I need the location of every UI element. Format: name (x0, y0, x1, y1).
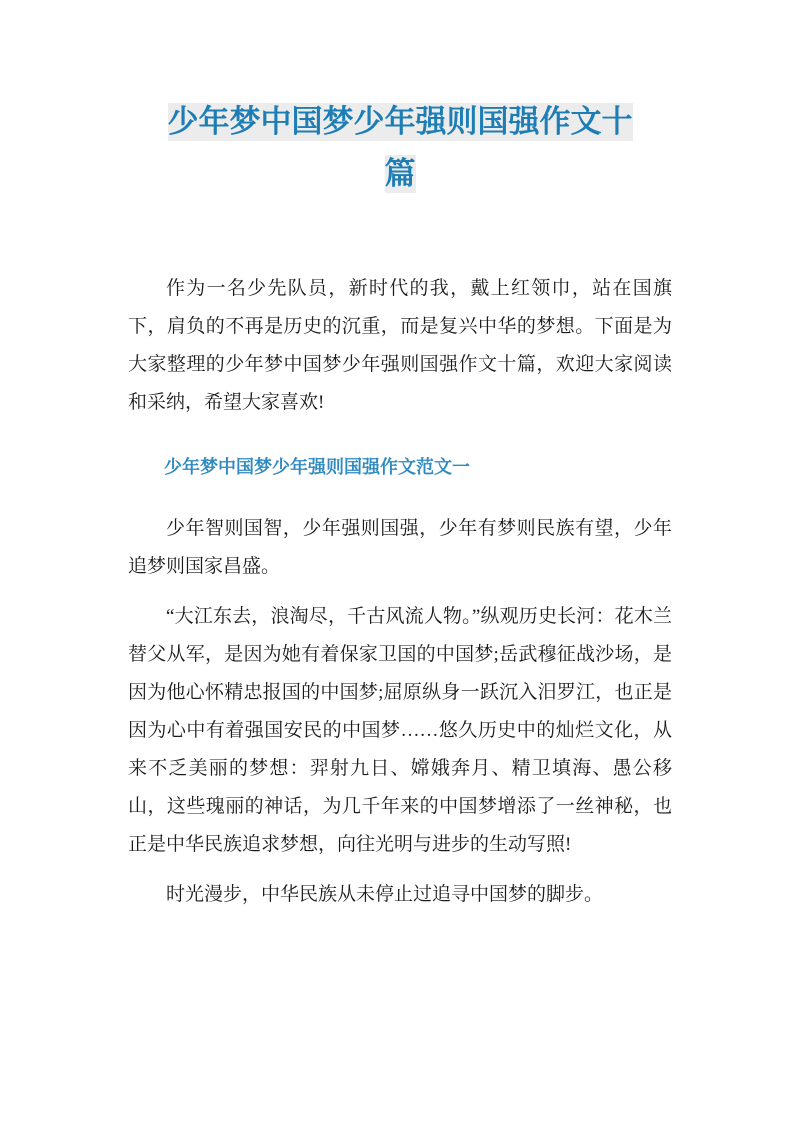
document-content (128, 96, 672, 914)
spacer-paragraph-1 (128, 586, 672, 598)
body-paragraph-2: “大江东去，浪淘尽，千古风流人物。”纵观历史长河：花木兰替父从军，是因为她有着保家卫国的中国梦;岳武穆征战沙场，是因为他心怀精忠报国的中国梦;屈原纵身一跃沉入汨罗江，也正是因为心中有着强国安民的中国梦……悠久历史中的灿烂文化，从来不乏美丽的梦想：羿射九日、嫦娥奔月、精卫填海、愚公移山，这些瑰丽的神话，为几千年来的中国梦增添了一丝神秘，也正是中华民族追求梦想，向往光明与进步的生动写照! (128, 606, 672, 855)
body-paragraph-3: 时光漫步，中华民族从未停止过追寻中国梦的脚步。 (166, 884, 604, 905)
page-title-line-2: 篇 (384, 156, 416, 191)
page-title-line-1: 少年梦中国梦少年强则国强作文十 (167, 104, 633, 139)
spacer-before-heading (128, 422, 672, 448)
spacer-title-body (128, 200, 672, 270)
section-heading: 少年梦中国梦少年强则国强作文范文一 (164, 457, 470, 477)
intro-paragraph: 作为一名少先队员，新时代的我，戴上红领巾，站在国旗下，肩负的不再是历史的沉重，而是复兴中华的梦想。下面是为大家整理的少年梦中国梦少年强则国强作文十篇，欢迎大家阅读和采纳，希望大家喜欢! (128, 278, 672, 413)
body-paragraph-1: 少年智则国智，少年强则国强，少年有梦则民族有望，少年追梦则国家昌盛。 (128, 518, 672, 577)
page-title (128, 96, 672, 200)
spacer-paragraph-2 (128, 864, 672, 876)
spacer-after-heading (128, 486, 672, 510)
